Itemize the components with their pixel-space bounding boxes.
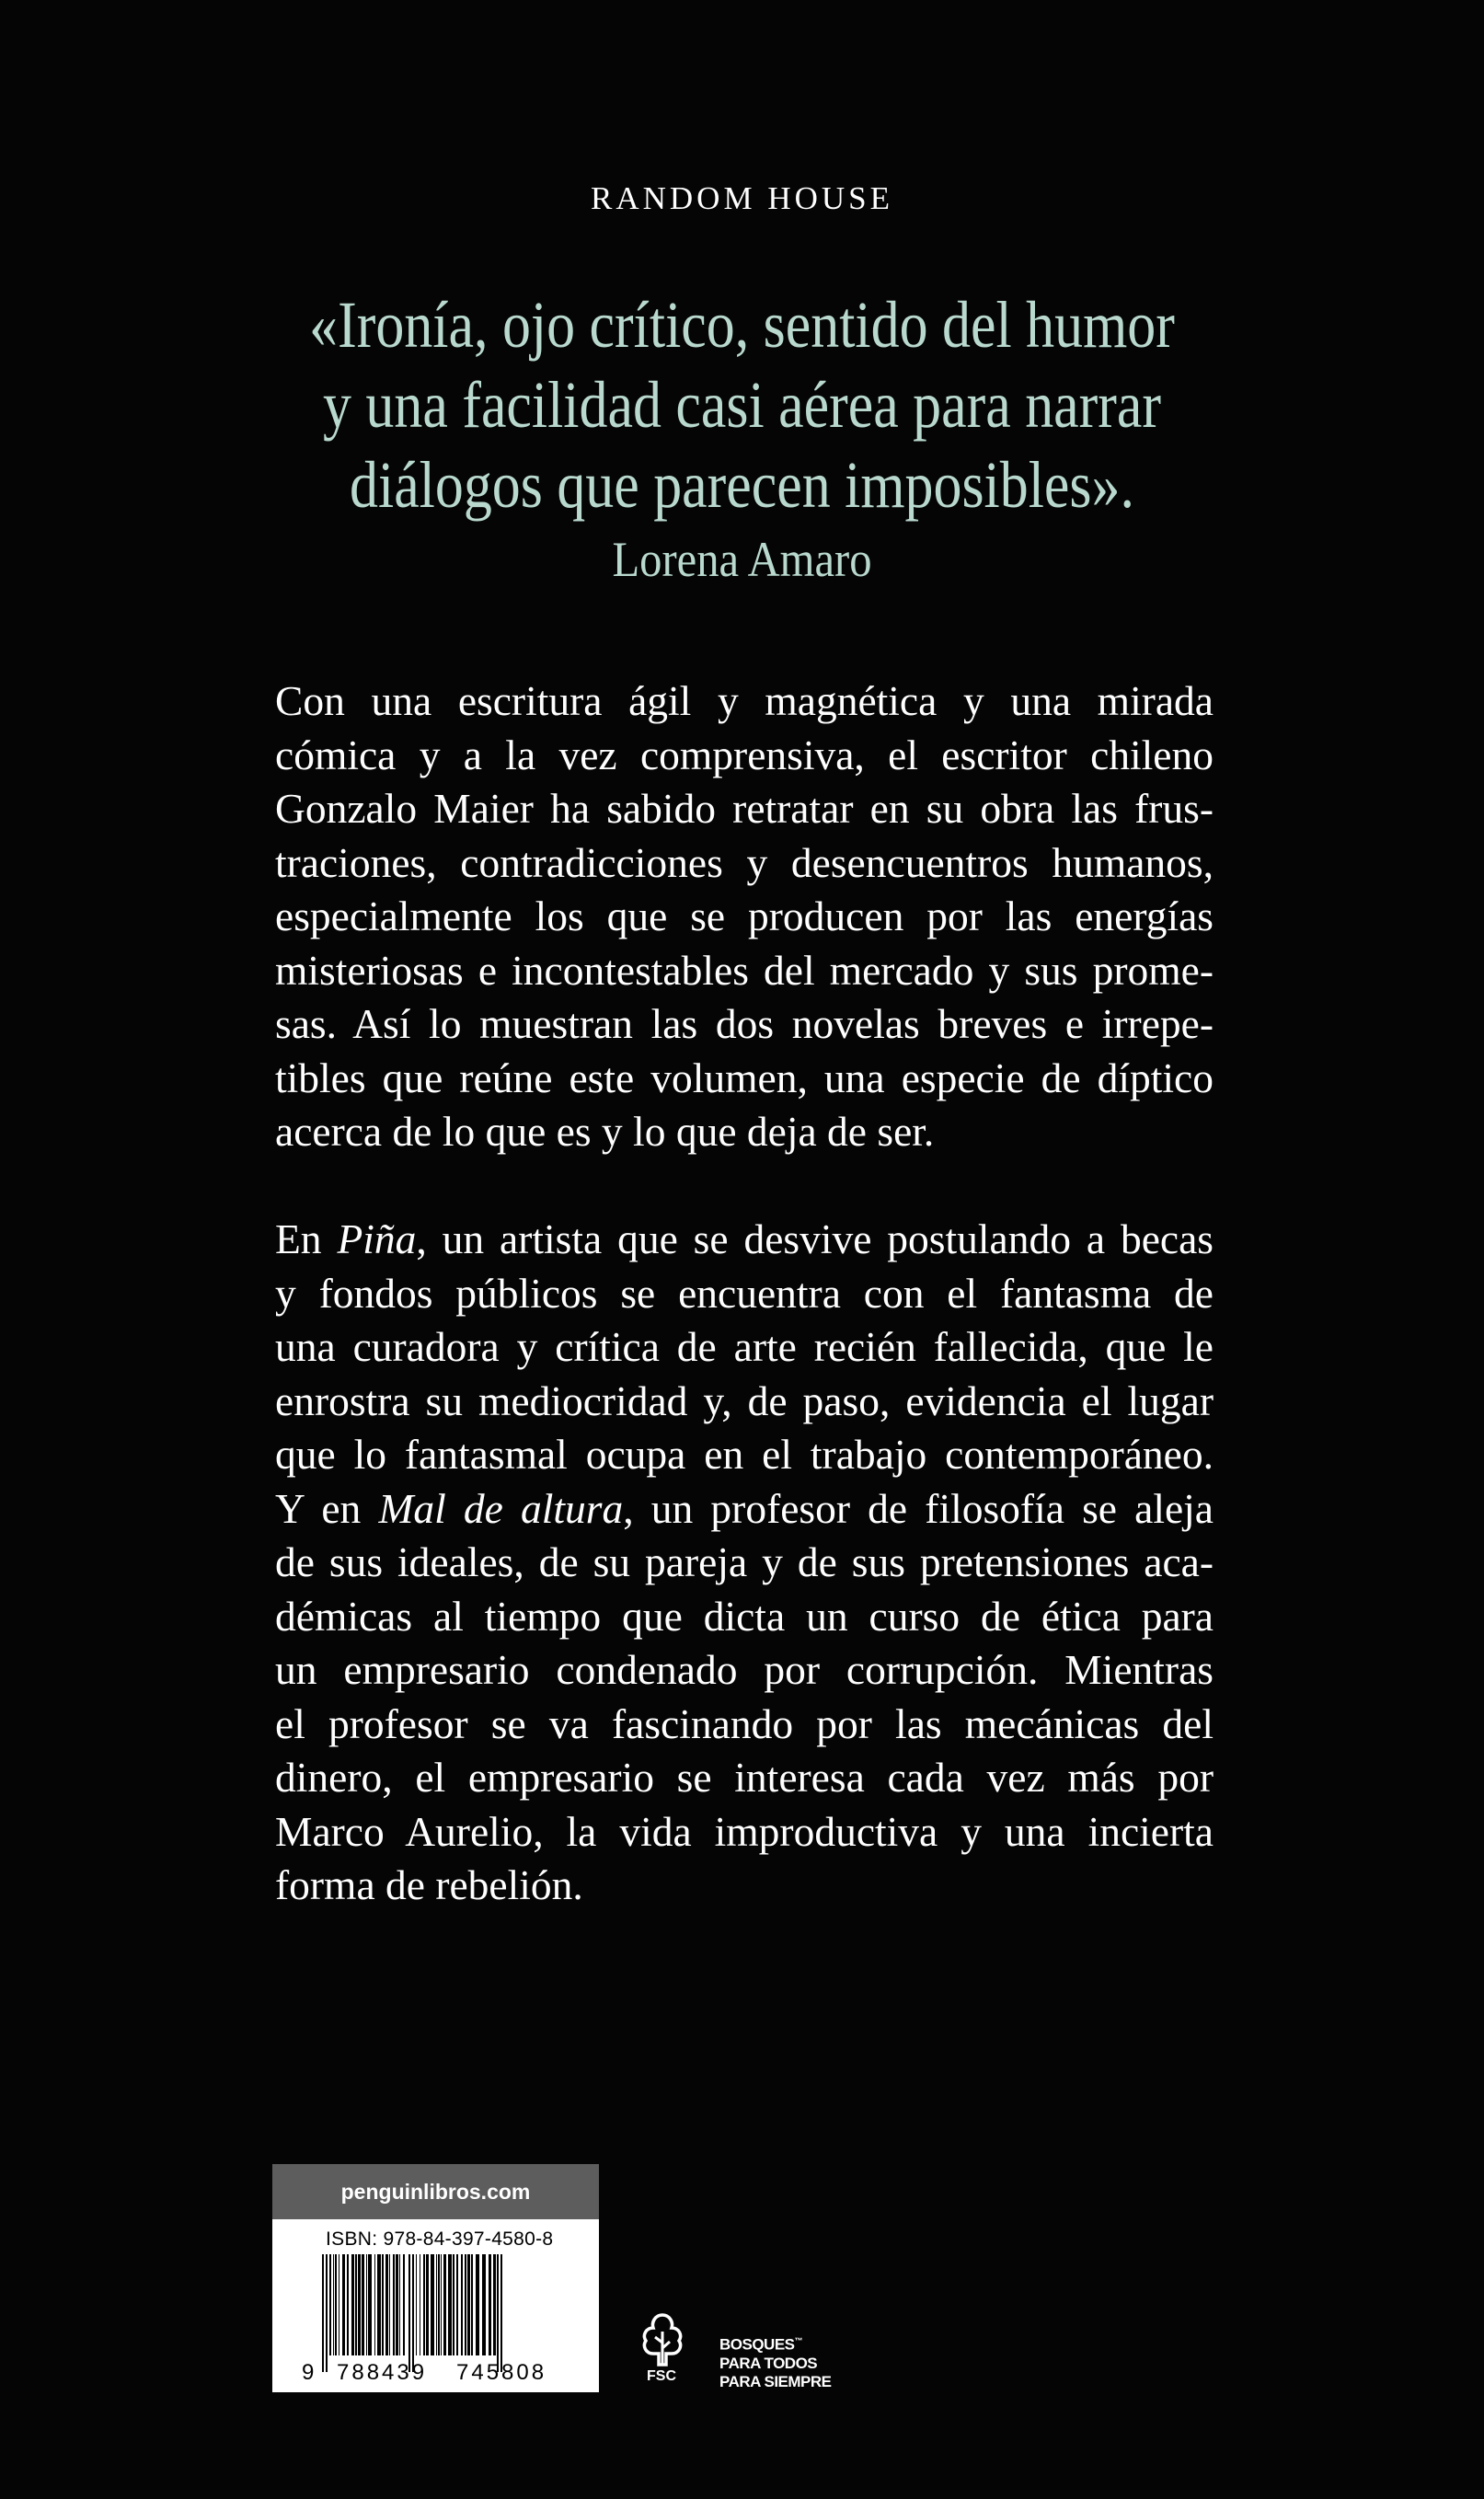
publisher-imprint: RANDOM HOUSE [591,180,893,216]
barcode-bar [393,2254,395,2355]
barcode-bar [441,2254,442,2355]
barcode-bar [423,2254,425,2355]
fsc-slogan-line: PARA TODOS [719,2354,818,2372]
barcode-bar [500,2254,502,2372]
text-line: dinero, el empresario se interesa cada vez más por [275,1754,1214,1801]
fsc-badge [638,2311,887,2399]
barcode-bar [471,2254,473,2355]
fsc-slogan-line [719,2332,832,2355]
quote-author: Lorena Amaro [612,532,872,587]
text-line [275,1482,1214,1537]
fsc-slogan-word: BOSQUES [719,2335,795,2354]
barcode-bar [347,2254,349,2355]
text-line: acerca de lo que es y lo que deja de ser. [275,1108,935,1155]
barcode-bar [322,2254,324,2372]
barcode-first-digit: 9 [302,2360,315,2383]
text-line: el profesor se va fascinando por las mecánicas del [275,1699,1214,1747]
barcode-bar [489,2254,491,2355]
barcode-bar [366,2254,367,2355]
text-line: Marco Aurelio, la vida improductiva y una incierta [275,1807,1214,1855]
fsc-slogan [719,2332,832,2391]
barcode-right-digits: 745808 [456,2360,547,2383]
barcode-icon [298,2254,583,2383]
barcode-bar [461,2254,463,2355]
text-line: Con una escritura ágil y magnética y una mirada [275,677,1214,724]
text-segment: , un artista que se desvive postulando a becas [416,1215,1214,1262]
fsc-slogan-line: PARA SIEMPRE [719,2372,832,2390]
text-line: démicas al tiempo que dicta un curso de ética para [275,1592,1214,1640]
barcode-bar [399,2254,400,2355]
fsc-logo-text: FSC [647,2368,676,2384]
barcode-bar [467,2254,470,2355]
barcode-bar [389,2254,390,2355]
text-line: especialmente los que se producen por las energías [275,892,1214,939]
quote-line: «Ironía, ojo crítico, sentido del humor [309,288,1175,362]
text-line: cómica y a la vez comprensiva, el escritor chileno [275,731,1214,778]
barcode-bar [358,2254,361,2355]
barcode-bar [482,2254,486,2355]
book-title-pina: Piña [337,1215,417,1262]
text-line: un empresario condenado por corrupción. Mientras [275,1646,1214,1693]
barcode-panel [272,2164,599,2392]
isbn-number: ISBN: 978-84-397-4580-8 [326,2228,554,2250]
barcode-bar [377,2254,381,2355]
text-line: enrostra su mediocridad y, de paso, evidencia el lugar [275,1376,1214,1424]
trademark-symbol: ™ [794,2336,803,2345]
barcode-bar [431,2254,434,2355]
barcode-bar [374,2254,375,2355]
text-segment: En [275,1215,338,1262]
barcode-bar [453,2254,454,2355]
barcode-bar [416,2254,417,2355]
text-line: sas. Así lo muestran las dos novelas breves e irrepe- [275,1000,1214,1047]
barcode-bar [382,2254,384,2355]
text-line: y fondos públicos se encuentra con el fantasma de [275,1269,1214,1317]
publisher-url[interactable]: penguinlibros.com [272,2164,599,2219]
barcode-bar [497,2254,499,2372]
barcode-bar [436,2254,437,2355]
text-line: misteriosas e incontestables del mercado y sus prome- [275,946,1214,994]
barcode-bar [333,2254,334,2355]
barcode-bar [412,2254,414,2372]
text-line: Gonzalo Maier ha sabido retratar en su obra las frus- [275,785,1214,832]
text-line: forma de rebelión. [275,1861,583,1908]
text-line: de sus ideales, de su pareja y de sus pretensiones aca- [275,1538,1214,1585]
barcode-bar [403,2254,405,2355]
barcode-bar [408,2254,410,2372]
text-line: que lo fantasmal ocupa en el trabajo contemporáneo. [275,1431,1214,1478]
barcode-bar [443,2254,446,2355]
barcode-bar [493,2254,496,2355]
barcode-bar [426,2254,429,2355]
text-segment: , un profesor de filosofía se aleja [623,1484,1214,1532]
barcode-bar [351,2254,354,2355]
barcode-bar [448,2254,452,2355]
text-line [275,1213,1214,1267]
text-segment: Y en [275,1484,379,1532]
blurb-quote [184,285,1300,592]
barcode-bar [385,2254,388,2355]
barcode-bar [456,2254,458,2355]
barcode-bar [326,2254,328,2372]
synopsis-paragraph-2 [275,1213,1214,1913]
barcode-bar [362,2254,364,2355]
barcode-bar [335,2254,337,2355]
barcode-bar [396,2254,398,2355]
text-line: traciones, contradicciones y desencuentros humanos, [275,838,1214,886]
barcode-bar [342,2254,345,2355]
barcode-bar [355,2254,357,2355]
book-title-mal-de-altura: Mal de altura [378,1484,624,1532]
barcode-bar [476,2254,479,2355]
fsc-tree-icon [635,2311,690,2368]
quote-line: diálogos que parecen imposibles». [350,448,1134,522]
barcode-bar [329,2254,331,2355]
barcode-left-digits: 788439 [337,2360,428,2383]
barcode-bar [438,2254,440,2355]
text-line: una curadora y crítica de arte recién fallecida, que le [275,1323,1214,1370]
text-line: tibles que reúne este volumen, una especie de díptico [275,1054,1214,1101]
barcode-bar [368,2254,372,2355]
quote-line: y una facilidad casi aérea para narrar [322,368,1161,442]
barcode-bar [465,2254,466,2355]
synopsis-paragraph-1 [275,674,1214,1159]
